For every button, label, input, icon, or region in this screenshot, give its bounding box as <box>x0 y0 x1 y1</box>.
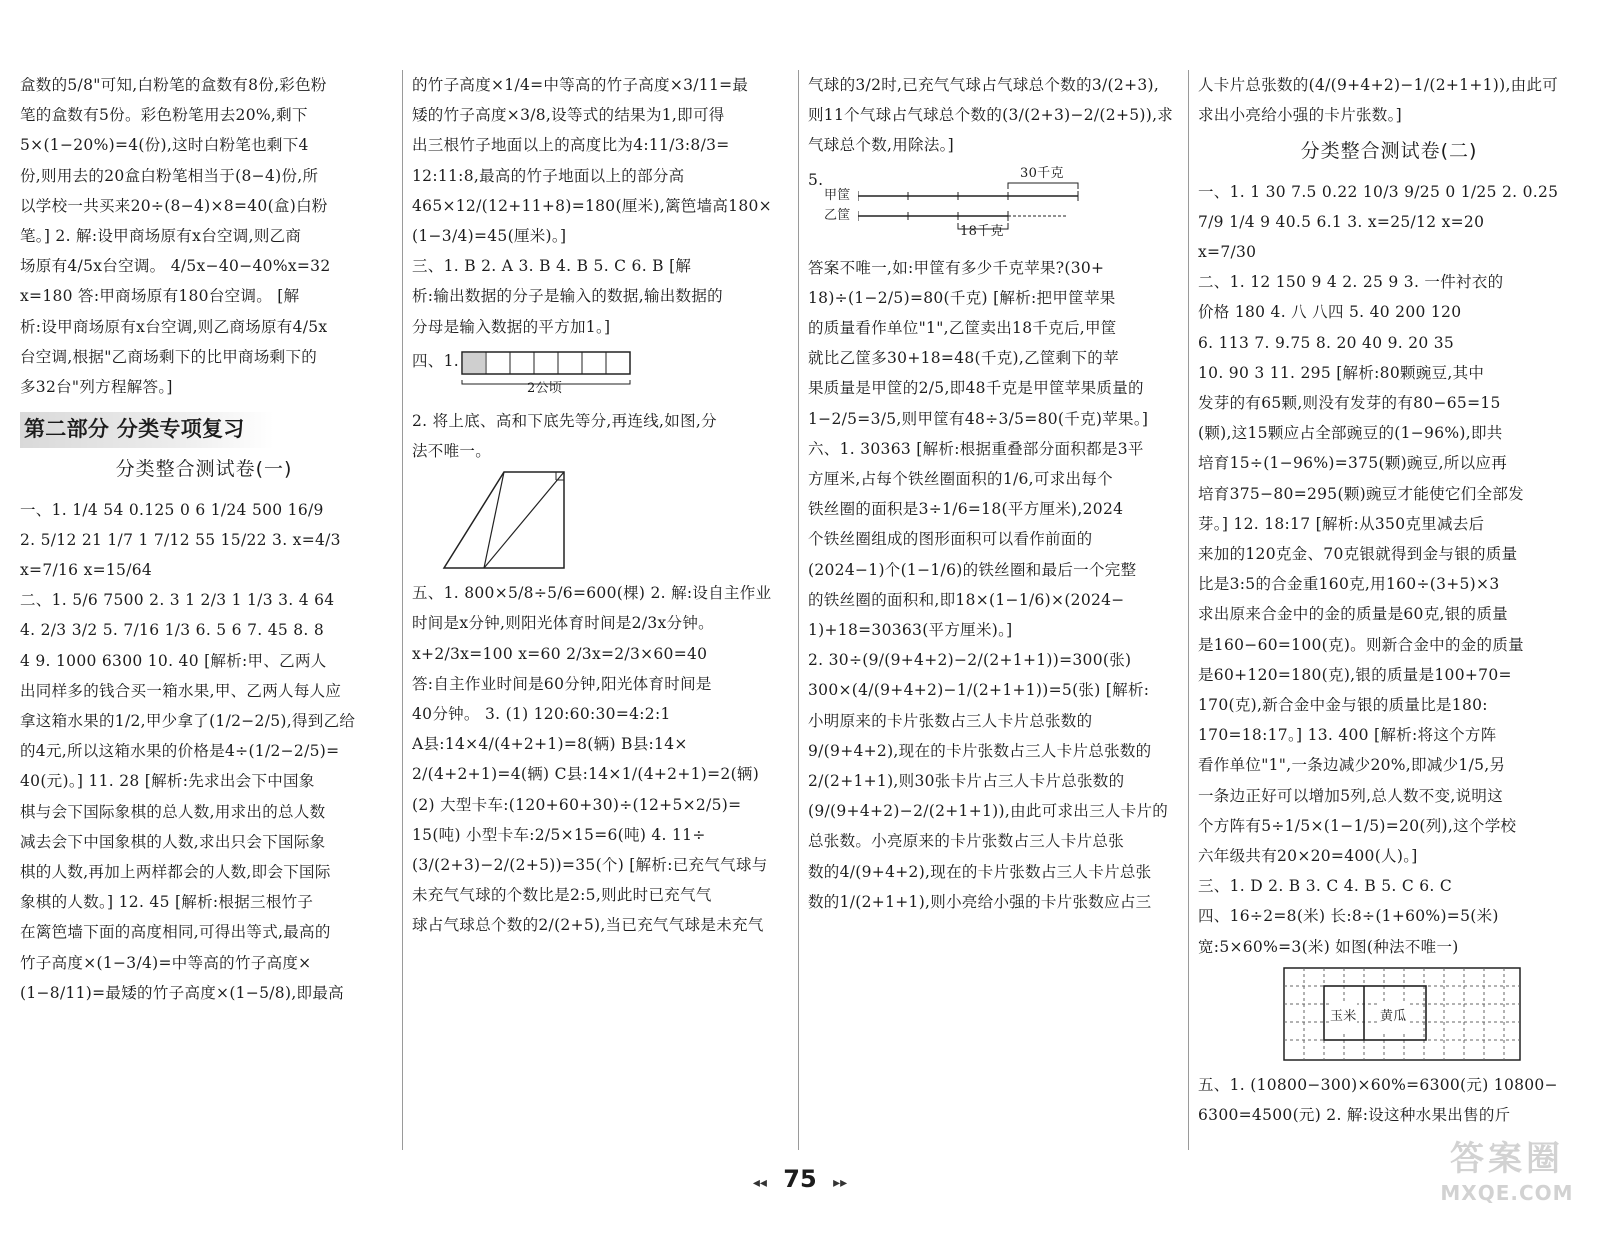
answer-block <box>412 578 778 940</box>
answer-line: 减去会下中国象棋的人数,求出只会下国际象 <box>20 832 326 851</box>
answer-line: 台空调,根据"乙商场剩下的比甲商场剩下的 <box>20 347 318 366</box>
trapezoid-division-figure <box>440 468 570 572</box>
answer-line: 来加的120克金、70克银就得到金与银的质量 <box>1198 545 1518 564</box>
question-label: 四、1. <box>412 351 459 370</box>
corn-label: 玉米 <box>1330 1002 1357 1032</box>
question-label: 5. <box>808 170 824 189</box>
column-3 <box>808 70 1178 1160</box>
site-watermark-logo: 答案圈 MXQE.COM <box>1440 1139 1574 1205</box>
answer-line: 6. 113 7. 9.75 8. 20 40 9. 20 35 <box>1198 333 1455 352</box>
answer-line: 6300=4500(元) 2. 解:设这种水果出售的斤 <box>1198 1106 1511 1125</box>
answer-line: 出三根竹子地面以上的高度比为4:11/3:8/3= <box>412 136 730 155</box>
answer-line: 时间是x分钟,则阳光体育时间是2/3x分钟。 <box>412 614 714 633</box>
answer-line: 40(元)。] 11. 28 [解析:先求出会下中国象 <box>20 772 315 791</box>
answer-line: 一、1. 1/4 54 0.125 0 6 1/24 500 16/9 <box>20 500 324 519</box>
page-number: 75 <box>783 1165 817 1193</box>
answer-line: 球占气球总个数的2/(2+5),当已充气气球是未充气 <box>412 916 764 935</box>
answer-block <box>20 495 388 1008</box>
planting-grid-figure <box>1282 966 1580 1066</box>
answer-line: (2) 大型卡车:(120+60+30)÷(12+5×2/5)= <box>412 795 742 814</box>
answer-line: 就比乙筐多30+18=48(千克),乙筐剩下的苹 <box>808 349 1119 368</box>
answer-line: 气球总个数,用除法。] <box>808 136 955 155</box>
answer-line: x=7/30 <box>1198 243 1257 262</box>
answer-line: (1−3/4)=45(厘米)。] <box>412 227 567 246</box>
answer-line: 二、1. 12 150 9 4 2. 25 9 3. 一件衬衣的 <box>1198 273 1504 292</box>
answer-line: 份,则用去的20盒白粉笔相当于(8−4)份,所 <box>20 166 319 185</box>
answer-line: (2024−1)个(1−1/6)的铁丝圈和最后一个完整 <box>808 560 1137 579</box>
answer-line: 2. 5/12 21 1/7 1 7/12 55 15/22 3. x=4/3 <box>20 530 341 549</box>
answer-line: (3/(2+3)−2/(2+5))=35(个) [解析:已充气气球与 <box>412 856 768 875</box>
test-title: 分类整合测试卷(二) <box>1300 140 1478 163</box>
answer-line: 求出小亮给小强的卡片张数。] <box>1198 106 1402 125</box>
part-title: 第二部分 分类专项复习 <box>20 412 274 448</box>
answer-line: 培育375−80=295(颗)豌豆才能使它们全部发 <box>1198 484 1524 503</box>
answer-line: 答:自主作业时间是60分钟,阳光体育时间是 <box>412 674 712 693</box>
column-divider <box>402 70 403 1150</box>
answer-line: 二、1. 5/6 7500 2. 3 1 2/3 1 1/3 3. 4 64 <box>20 591 335 610</box>
answer-line: 方厘米,占每个铁丝圈面积的1/6,可求出每个 <box>808 470 1113 489</box>
answer-line: 果质量是甲筐的2/5,即48千克是甲筐苹果质量的 <box>808 379 1144 398</box>
column-1 <box>20 70 388 1160</box>
answer-line: 笔。] 2. 解:设甲商场原有x台空调,则乙商 <box>20 227 302 246</box>
answer-line: A县:14×4/(4+2+1)=8(辆) B县:14× <box>412 735 688 754</box>
answer-line: 15(吨) 小型卡车:2/5×15=6(吨) 4. 11÷ <box>412 825 706 844</box>
answer-line: 三、1. D 2. B 3. C 4. B 5. C 6. C <box>1198 877 1453 896</box>
answer-line: 2/(4+2+1)=4(辆) C县:14×1/(4+2+1)=2(辆) <box>412 765 760 784</box>
answer-block <box>1198 177 1580 962</box>
answer-line: 2. 30÷(9/(9+4+2)−2/(2+1+1))=300(张) <box>808 651 1132 670</box>
answer-line: 竹子高度×(1−3/4)=中等高的竹子高度× <box>20 953 312 972</box>
answer-line: x=180 答:甲商场原有180台空调。 [解 <box>20 287 300 306</box>
answer-line: 未充气气球的个数比是2:5,则此时已充气气 <box>412 886 712 905</box>
answer-line: 四、16÷2=8(米) 长:8÷(1+60%)=5(米) <box>1198 907 1499 926</box>
diff-30kg-label: 30千克 <box>1020 165 1064 181</box>
answer-line: 宽:5×60%=3(米) 如图(种法不唯一) <box>1198 937 1459 956</box>
answer-line: 数的1/(2+1+1),则小亮给小强的卡片张数应占三 <box>808 892 1152 911</box>
answer-line: 的质量看作单位"1",乙筐卖出18千克后,甲筐 <box>808 319 1117 338</box>
answer-block <box>808 70 1178 161</box>
answer-line: 1)+18=30363(平方厘米)。] <box>808 621 1013 640</box>
answer-line: 六、1. 30363 [解析:根据重叠部分面积都是3平 <box>808 439 1144 458</box>
answer-line: 分母是输入数据的平方加1。] <box>412 317 611 336</box>
line-segment-diagram <box>808 165 1178 247</box>
answer-line: 芽。] 12. 18:17 [解析:从350克里减去后 <box>1198 514 1485 533</box>
next-page-arrow-icon: ▸▸ <box>833 1175 848 1191</box>
answer-line: x+2/3x=100 x=60 2/3x=2/3×60=40 <box>412 644 708 663</box>
answer-line: 170=18:17。] 13. 400 [解析:将这个方阵 <box>1198 726 1497 745</box>
answer-line: 个方阵有5÷1/5×(1−1/5)=20(列),这个学校 <box>1198 816 1517 835</box>
answer-line: 一、1. 1 30 7.5 0.22 10/3 9/25 0 1/25 2. 0.25 <box>1198 182 1559 201</box>
answer-line: 1−2/5=3/5,则甲筐有48÷3/5=80(千克)苹果。] <box>808 409 1149 428</box>
answer-line: 是60+120=180(克),银的质量是100+70= <box>1198 665 1512 684</box>
answer-line: 象棋的人数。] 12. 45 [解析:根据三根竹子 <box>20 893 314 912</box>
answer-block <box>412 70 778 342</box>
answer-line: 比是3:5的合金重160克,用160÷(3+5)×3 <box>1198 575 1500 594</box>
answer-line: 总张数。小亮原来的卡片张数占三人卡片总张 <box>808 832 1125 851</box>
segment-figure <box>858 165 1118 245</box>
answer-line: 个铁丝圈组成的图形面积可以看作前面的 <box>808 530 1093 549</box>
answer-line: 是160−60=100(克)。则新合金中的金的质量 <box>1198 635 1524 654</box>
answer-block <box>20 70 388 402</box>
answer-line: 发芽的有65颗,则没有发芽的有80−65=15 <box>1198 394 1501 413</box>
basket-yi-label: 乙筐 <box>824 207 851 223</box>
column-4 <box>1198 70 1580 1160</box>
answer-line: 答案不唯一,如:甲筐有多少千克苹果?(30+ <box>808 258 1105 277</box>
cucumber-label: 黄瓜 <box>1380 1002 1407 1032</box>
answer-line: 的铁丝圈的面积和,即18×(1−1/6)×(2024− <box>808 590 1125 609</box>
answer-line: 铁丝圈的面积是3÷1/6=18(平方厘米),2024 <box>808 500 1124 519</box>
answer-line: 则11个气球占气球总个数的(3/(2+3)−2/(2+5)),求 <box>808 106 1174 125</box>
answer-line: 看作单位"1",一条边减少20%,即减少1/5,另 <box>1198 756 1506 775</box>
prev-page-arrow-icon: ◂◂ <box>752 1175 767 1191</box>
answer-line: 10. 90 3 11. 295 [解析:80颗豌豆,其中 <box>1198 363 1485 382</box>
sold-18kg-label: 18千克 <box>960 223 1004 239</box>
answer-block <box>412 406 778 466</box>
answer-line: x=7/16 x=15/64 <box>20 561 153 580</box>
answer-line: 棋与会下国际象棋的总人数,用求出的总人数 <box>20 802 326 821</box>
answer-line: 析:输出数据的分子是输入的数据,输出数据的 <box>412 287 723 306</box>
answer-line: 求出原来合金中的金的质量是60克,银的质量 <box>1198 605 1508 624</box>
answer-line: 18)÷(1−2/5)=80(千克) [解析:把甲筐苹果 <box>808 288 1116 307</box>
answer-block <box>1198 1070 1580 1130</box>
answer-line: 的4元,所以这箱水果的价格是4÷(1/2−2/5)= <box>20 742 340 761</box>
scale-label: 2公顷 <box>527 380 563 396</box>
answer-block <box>808 253 1178 917</box>
answer-line: 465×12/(12+11+8)=180(厘米),篱笆墙高180× <box>412 196 772 215</box>
answer-line: 的竹子高度×1/4=中等高的竹子高度×3/11=最 <box>412 76 749 94</box>
answer-line: 9/(9+4+2),现在的卡片张数占三人卡片总张数的 <box>808 741 1152 760</box>
answer-line: 2. 将上底、高和下底先等分,再连线,如图,分 <box>412 411 717 430</box>
answer-line: 人卡片总张数的(4/(9+4+2)−1/(2+1+1)),由此可 <box>1198 76 1559 94</box>
answer-line: (9/(9+4+2)−2/(2+1+1)),由此可求出三人卡片的 <box>808 802 1169 821</box>
answer-line: 价格 180 4. 八 八四 5. 40 200 120 <box>1198 303 1462 322</box>
column-2 <box>412 70 778 1160</box>
answer-line: 小明原来的卡片张数占三人卡片总张数的 <box>808 711 1093 730</box>
answer-line: 4 9. 1000 6300 10. 40 [解析:甲、乙两人 <box>20 651 327 670</box>
answer-line: 2/(2+1+1),则30张卡片占三人卡片总张数的 <box>808 772 1125 791</box>
answer-line: (1−8/11)=最矮的竹子高度×(1−5/8),即最高 <box>20 983 344 1002</box>
answer-line: 盒数的5/8"可知,白粉笔的盒数有8份,彩色粉 <box>20 76 327 94</box>
answer-line: 场原有4/5x台空调。 4/5x−40−40%x=32 <box>20 257 331 276</box>
answer-line: 在篱笆墙下面的高度相同,可得出等式,最高的 <box>20 923 331 942</box>
answer-line: 拿这箱水果的1/2,甲少拿了(1/2−2/5),得到乙给 <box>20 712 356 731</box>
answer-line: 以学校一共买来20÷(8−4)×8=40(盒)白粉 <box>20 196 328 215</box>
answer-line: 培育15÷(1−96%)=375(颗)豌豆,所以应再 <box>1198 454 1507 473</box>
answer-line: 7/9 1/4 9 40.5 6.1 3. x=25/12 x=20 <box>1198 212 1485 231</box>
answer-line: 5×(1−20%)=4(份),这时白粉笔也剩下4 <box>20 136 309 155</box>
column-divider <box>1188 70 1189 1150</box>
page-footer <box>0 1165 1600 1193</box>
answer-line: 棋的人数,再加上两样都会的人数,即会下国际 <box>20 863 331 882</box>
answer-page <box>10 70 1590 1180</box>
test-title: 分类整合测试卷(一) <box>115 458 293 481</box>
answer-line: 12:11:8,最高的竹子地面以上的部分高 <box>412 166 685 185</box>
answer-line: 数的4/(9+4+2),现在的卡片张数占三人卡片总张 <box>808 862 1152 881</box>
answer-line: 五、1. 800×5/8÷5/6=600(棵) 2. 解:设自主作业 <box>412 584 772 603</box>
answer-line: 析:设甲商场原有x台空调,则乙商场原有4/5x <box>20 317 328 336</box>
answer-line: 多32台"列方程解答。] <box>20 378 173 397</box>
answer-block <box>1198 70 1580 130</box>
answer-line: 40分钟。 3. (1) 120:60:30=4:2:1 <box>412 705 671 724</box>
land-scale-diagram <box>412 346 778 400</box>
answer-line: 300×(4/(9+4+2)−1/(2+1+1))=5(张) [解析: <box>808 681 1150 700</box>
answer-line: 五、1. (10800−300)×60%=6300(元) 10800− <box>1198 1075 1558 1094</box>
answer-line: (颗),这15颗应占全部豌豆的(1−96%),即共 <box>1198 424 1503 443</box>
answer-line: 法不唯一。 <box>412 442 492 461</box>
answer-line: 一条边正好可以增加5列,总人数不变,说明这 <box>1198 786 1504 805</box>
answer-line: 4. 2/3 3/2 5. 7/16 1/3 6. 5 6 7. 45 8. 8 <box>20 621 325 640</box>
answer-line: 矮的竹子高度×3/8,设等式的结果为1,即可得 <box>412 106 725 125</box>
answer-line: 六年级共有20×20=400(人)。] <box>1198 847 1418 866</box>
column-divider <box>798 70 799 1150</box>
answer-line: 笔的盒数有5份。彩色粉笔用去20%,剩下 <box>20 106 308 125</box>
basket-jia-label: 甲筐 <box>824 187 851 203</box>
answer-line: 170(克),新合金中金与银的质量比是180: <box>1198 696 1488 715</box>
answer-line: 气球的3/2时,已充气气球占气球总个数的3/(2+3), <box>808 76 1160 94</box>
answer-line: 三、1. B 2. A 3. B 4. B 5. C 6. B [解 <box>412 257 692 276</box>
answer-line: 出同样多的钱合买一箱水果,甲、乙两人每人应 <box>20 681 342 700</box>
